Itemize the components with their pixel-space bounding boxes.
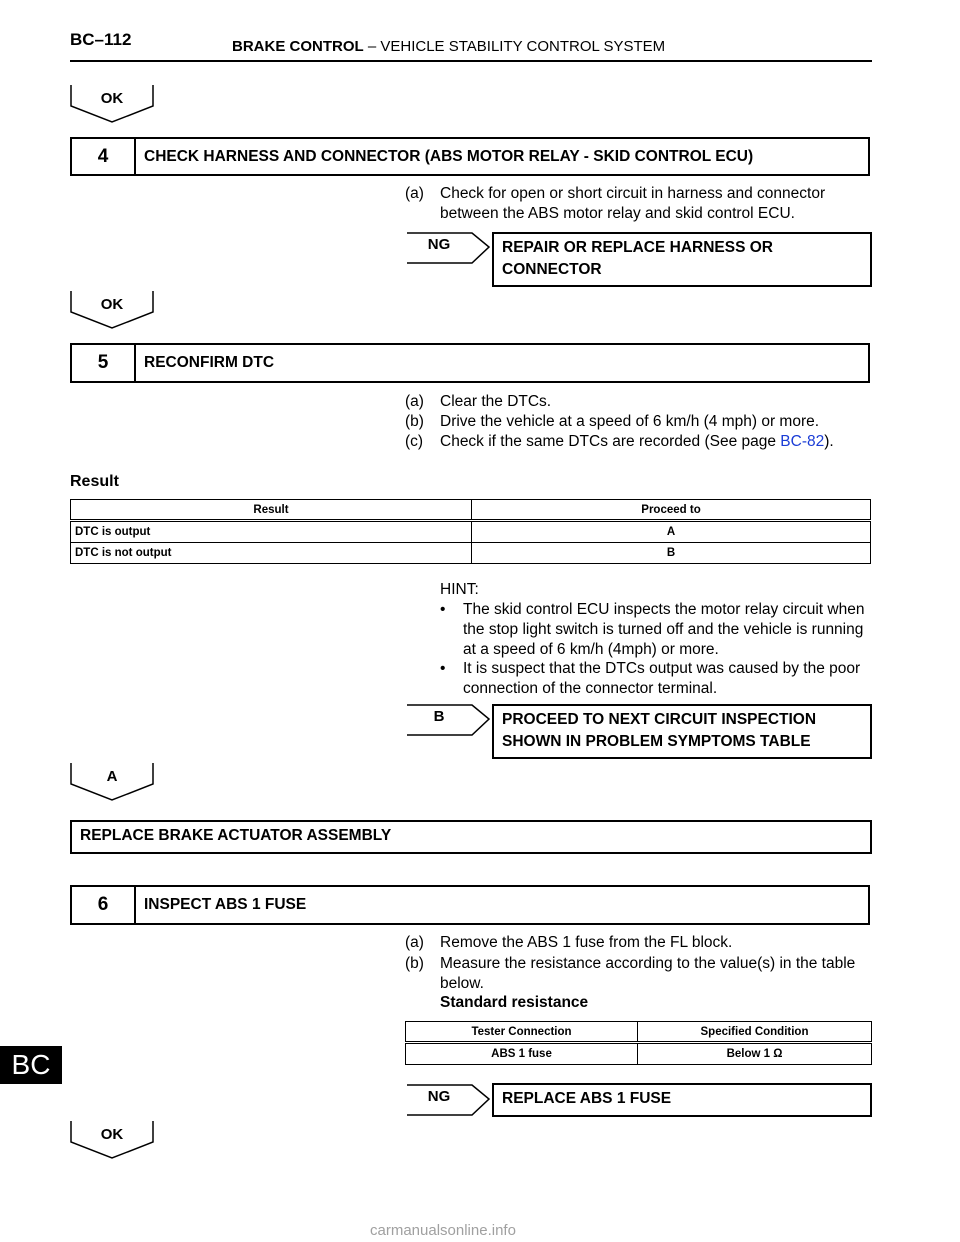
section-name: BRAKE CONTROL <box>232 38 364 55</box>
item-label: (c) <box>405 433 424 450</box>
step-6-ng-action: REPLACE ABS 1 FUSE <box>492 1083 872 1117</box>
table-cell: Below 1 Ω <box>638 1043 872 1065</box>
item-text <box>440 432 840 452</box>
ok-flow-tag <box>70 290 154 330</box>
step-6-header <box>70 885 870 925</box>
table-header-row <box>71 500 871 521</box>
table-row <box>406 1043 872 1065</box>
resistance-table <box>405 1021 872 1065</box>
ng-flow-tag <box>406 1084 490 1116</box>
step-number: 6 <box>72 887 136 923</box>
hint-text: It is suspect that the DTCs output was caused by the poor connection of the connector terminal. <box>463 660 861 697</box>
item-text: Check for open or short circuit in harness and connector between the ABS motor relay and skid control ECU. <box>440 185 826 222</box>
step-4-ng-action: REPAIR OR REPLACE HARNESS OR CONNECTOR <box>492 232 872 287</box>
subsection-name: VEHICLE STABILITY CONTROL SYSTEM <box>380 38 666 55</box>
header-separator: – <box>363 38 381 55</box>
page-number: BC–112 <box>70 30 132 49</box>
ng-label: NG <box>427 236 451 253</box>
item-label: (a) <box>405 393 424 410</box>
bullet-icon: • <box>440 601 446 618</box>
step-title: CHECK HARNESS AND CONNECTOR (ABS MOTOR RELAY - SKID CONTROL ECU) <box>144 147 754 165</box>
ng-label: NG <box>427 1088 451 1105</box>
table-header-cell: Proceed to <box>472 500 871 521</box>
hint-title: HINT: <box>440 581 479 598</box>
table-header-cell: Result <box>71 500 472 521</box>
item-text: Remove the ABS 1 fuse from the FL block. <box>440 934 733 951</box>
item-text-start: Check if the same DTCs are recorded (See page <box>440 433 781 450</box>
page-header-title <box>232 38 665 55</box>
table-header-cell: Tester Connection <box>406 1022 638 1043</box>
table-header-row <box>406 1022 872 1043</box>
section-side-tab: BC <box>0 1046 62 1084</box>
item-text-end: ). <box>824 433 834 450</box>
table-cell: DTC is not output <box>71 543 472 564</box>
ng-flow-tag <box>406 232 490 264</box>
standard-resistance-heading: Standard resistance <box>440 994 589 1011</box>
step-4-header <box>70 137 870 176</box>
result-table <box>70 499 871 564</box>
item-label: (b) <box>405 955 424 972</box>
item-label: (a) <box>405 934 424 951</box>
step-5-header <box>70 343 870 383</box>
ok-label: OK <box>100 296 124 313</box>
step-number: 4 <box>72 139 136 174</box>
table-cell: A <box>472 521 871 543</box>
ok-label: OK <box>100 90 124 107</box>
a-label: A <box>106 768 118 785</box>
hint-text: The skid control ECU inspects the motor relay circuit when the stop light switch is turned off and the vehicle is running at a speed of 6 km/h (4mph) or more. <box>463 601 865 658</box>
item-text: Clear the DTCs. <box>440 393 552 410</box>
ok-flow-tag <box>70 1120 154 1160</box>
item-label: (a) <box>405 185 424 202</box>
header-rule <box>70 60 872 62</box>
step-5-a-action: REPLACE BRAKE ACTUATOR ASSEMBLY <box>70 820 872 854</box>
table-cell: ABS 1 fuse <box>406 1043 638 1065</box>
bullet-icon: • <box>440 660 446 677</box>
item-text: Measure the resistance according to the value(s) in the table below. <box>440 955 856 992</box>
item-text: Drive the vehicle at a speed of 6 km/h (4 mph) or more. <box>440 413 820 430</box>
step-title: INSPECT ABS 1 FUSE <box>144 896 307 913</box>
table-header-cell: Specified Condition <box>638 1022 872 1043</box>
table-row <box>71 543 871 564</box>
item-label: (b) <box>405 413 424 430</box>
table-cell: B <box>472 543 871 564</box>
ok-label: OK <box>100 1126 124 1143</box>
b-flow-tag <box>406 704 490 736</box>
ok-flow-tag <box>70 84 154 124</box>
b-label: B <box>433 708 445 725</box>
watermark: carmanualsonline.info <box>370 1222 516 1239</box>
a-flow-tag <box>70 762 154 802</box>
result-heading: Result <box>70 473 119 490</box>
table-cell: DTC is output <box>71 521 472 543</box>
table-row <box>71 521 871 543</box>
step-5-b-action: PROCEED TO NEXT CIRCUIT INSPECTION SHOWN IN PROBLEM SYMPTOMS TABLE <box>492 704 872 759</box>
step-title: RECONFIRM DTC <box>144 354 275 371</box>
page-link[interactable]: BC-82 <box>780 433 825 450</box>
step-number: 5 <box>72 345 136 381</box>
